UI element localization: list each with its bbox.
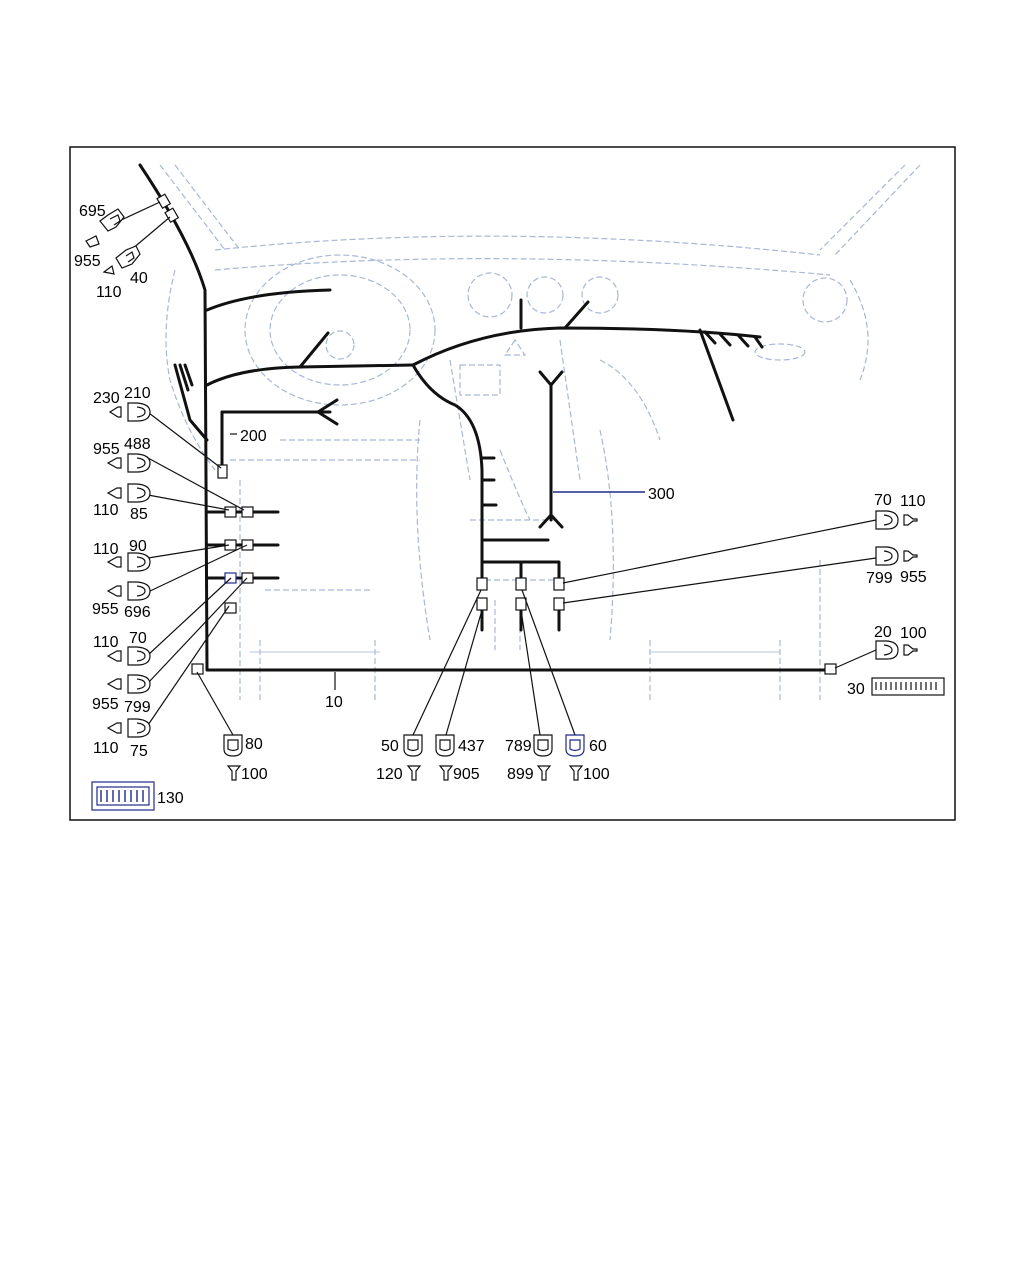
label-955: 955 (93, 441, 120, 458)
connector-789-icon (534, 735, 552, 756)
label-210: 210 (124, 385, 151, 402)
label-300: 300 (648, 486, 675, 503)
label-30: 30 (847, 681, 865, 698)
label-955: 955 (92, 696, 119, 713)
connector-488-icon (128, 454, 150, 472)
connector-210-icon (128, 403, 150, 421)
label-110: 110 (93, 634, 119, 651)
label-70: 70 (874, 492, 892, 509)
label-120: 120 (376, 766, 403, 783)
label-85: 85 (130, 506, 148, 523)
label-80: 80 (245, 736, 263, 753)
label-899: 899 (507, 766, 534, 783)
label-799: 799 (124, 699, 151, 716)
label-696: 696 (124, 604, 151, 621)
connector-70b-icon (876, 511, 898, 529)
connector-696-icon (128, 582, 150, 600)
connector-799b-icon (876, 547, 898, 565)
connector-block-130-icon (92, 782, 154, 810)
label-110: 110 (93, 740, 119, 757)
label-110: 110 (96, 284, 122, 301)
label-100: 100 (900, 625, 927, 642)
label-695: 695 (79, 203, 106, 220)
connector-75-icon (128, 719, 150, 737)
label-799: 799 (866, 570, 893, 587)
label-20: 20 (874, 624, 892, 641)
label-110: 110 (900, 493, 926, 510)
connector-799a-icon (128, 675, 150, 693)
connector-80-icon (224, 735, 242, 756)
connector-60-icon (566, 735, 584, 756)
label-130: 130 (157, 790, 184, 807)
label-50: 50 (381, 738, 399, 755)
label-955: 955 (900, 569, 927, 586)
label-110: 110 (93, 541, 119, 558)
connector-70a-icon (128, 647, 150, 665)
label-90: 90 (129, 538, 147, 555)
connector-block-30-icon (872, 678, 944, 695)
label-100: 100 (583, 766, 610, 783)
connector-20-icon (876, 641, 898, 659)
label-905: 905 (453, 766, 480, 783)
label-40: 40 (130, 270, 148, 287)
label-70: 70 (129, 630, 147, 647)
connector-437-icon (436, 735, 454, 756)
label-10: 10 (325, 694, 343, 711)
label-200: 200 (240, 428, 267, 445)
label-955: 955 (92, 601, 119, 618)
connector-85-icon (128, 484, 150, 502)
connector-90-icon (128, 553, 150, 571)
label-100: 100 (241, 766, 268, 783)
label-789: 789 (505, 738, 532, 755)
label-110: 110 (93, 502, 119, 519)
label-488: 488 (124, 436, 151, 453)
label-230: 230 (93, 390, 120, 407)
label-75: 75 (130, 743, 148, 760)
label-955: 955 (74, 253, 101, 270)
connector-50-icon (404, 735, 422, 756)
label-437: 437 (458, 738, 485, 755)
label-60: 60 (589, 738, 607, 755)
